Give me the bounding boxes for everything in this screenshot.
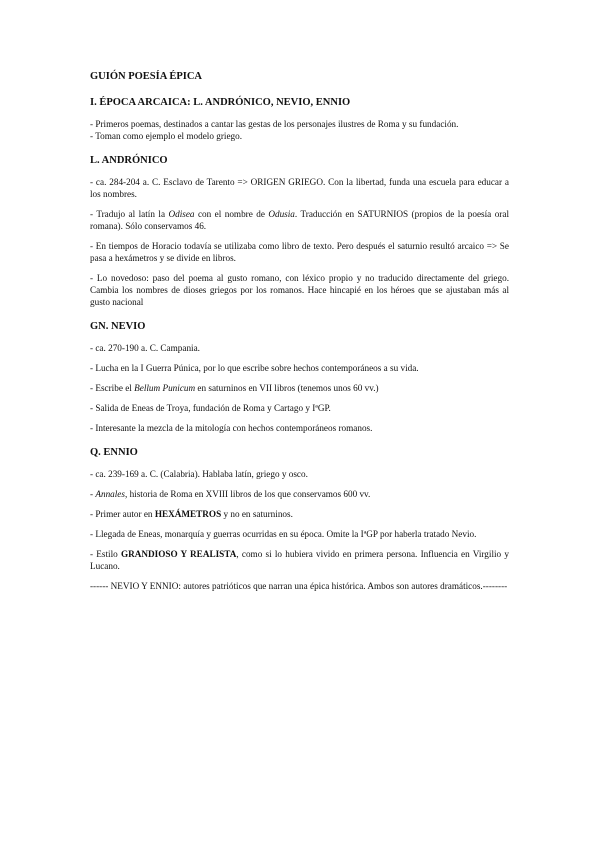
text-run: - Estilo xyxy=(90,549,121,559)
bold-text: HEXÁMETROS xyxy=(154,509,222,519)
section-heading-ennio: Q. ENNIO xyxy=(90,447,138,458)
text-run: con el nombre de xyxy=(194,209,269,219)
paragraph: - ca. 270-190 a. C. Campania. xyxy=(90,343,200,353)
document-page xyxy=(90,70,509,592)
paragraph: - Primeros poemas, destinados a cantar las gestas de los personajes ilustres de Roma y su fundación. xyxy=(90,119,459,129)
paragraph xyxy=(90,548,509,572)
section-heading-epoca-arcaica: I. ÉPOCA ARCAICA: L. ANDRÓNICO, NEVIO, ENNIO xyxy=(90,97,351,108)
italic-title: Annales xyxy=(95,489,125,499)
paragraph xyxy=(90,208,509,232)
text-run: - Primer autor en xyxy=(90,509,155,519)
document-title: GUIÓN POESÍA ÉPICA xyxy=(90,71,203,82)
paragraph: - Lo novedoso: paso del poema al gusto romano, con léxico propio y no traducido directamente del griego. Cambia los nombres de dioses griegos por los romanos. Hace hincapié en los héroes que se ajustaban más al gusto nacional xyxy=(90,273,509,307)
paragraph: - En tiempos de Horacio todavía se utilizaba como libro de texto. Pero después el saturnio resultó arcaico => Se pasa a hexámetros y se divide en libros. xyxy=(90,241,509,263)
text-run: - xyxy=(90,489,96,499)
section-heading-nevio: GN. NEVIO xyxy=(90,321,146,332)
paragraph xyxy=(90,382,509,394)
text-run: y no en saturninos. xyxy=(221,509,293,519)
text-run: - Tradujo al latín la xyxy=(90,209,169,219)
italic-title: Odusia xyxy=(268,209,295,219)
text-run: , historia de Roma en XVIII libros de los que conservamos 600 vv. xyxy=(124,489,371,499)
bold-text: GRANDIOSO Y REALISTA xyxy=(120,549,237,559)
paragraph: - Lucha en la I Guerra Púnica, por lo que escribe sobre hechos contemporáneos a su vida. xyxy=(90,363,419,373)
text-run: en saturninos en VII libros (tenemos unos 60 vv.) xyxy=(195,383,379,393)
paragraph xyxy=(90,488,509,500)
paragraph: - Llegada de Eneas, monarquía y guerras ocurridas en su época. Omite la IªGP por haberla tratado Nevio. xyxy=(90,529,477,539)
paragraph: - ca. 239-169 a. C. (Calabria). Hablaba latín, griego y osco. xyxy=(90,469,308,479)
paragraph: - Interesante la mezcla de la mitología con hechos contemporáneos romanos. xyxy=(90,423,373,433)
text-run: . Traducción en SATURNIOS (propios de la poesía oral romana). Sólo conservamos 46. xyxy=(90,209,509,231)
paragraph xyxy=(90,508,509,520)
italic-title: Bellum Punicum xyxy=(134,383,196,393)
section-heading-andronico: L. ANDRÓNICO xyxy=(90,155,168,166)
text-run: , como si lo hubiera vivido en primera persona. Influencia en Virgilio y Lucano. xyxy=(90,549,509,571)
closing-paragraph: ------ NEVIO Y ENNIO: autores patrióticos que narran una épica histórica. Ambos son autores dramáticos.-------- xyxy=(90,581,508,591)
text-run: - Escribe el xyxy=(90,383,135,393)
paragraph: - Toman como ejemplo el modelo griego. xyxy=(90,131,243,141)
paragraph: - Salida de Eneas de Troya, fundación de Roma y Cartago y IªGP. xyxy=(90,403,331,413)
italic-title: Odisea xyxy=(168,209,195,219)
paragraph: - ca. 284-204 a. C. Esclavo de Tarento => ORIGEN GRIEGO. Con la libertad, funda una escuela para educar a los nombres. xyxy=(90,177,509,199)
